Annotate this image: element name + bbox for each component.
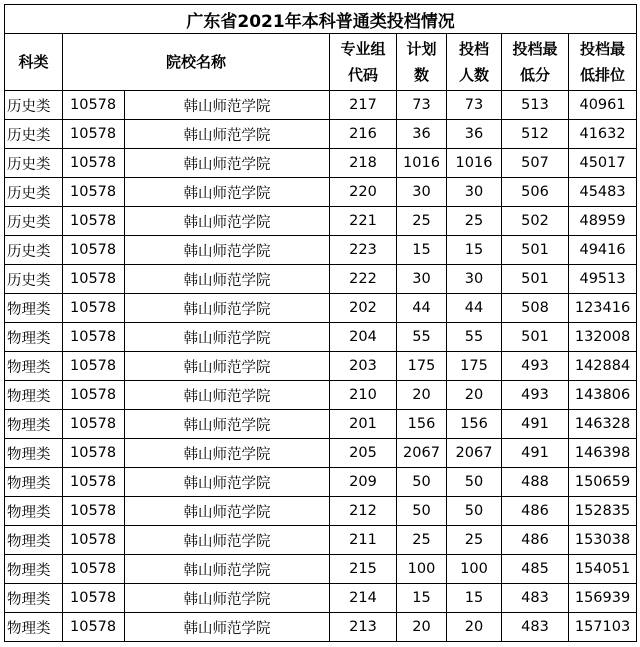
cell-min-score: 486 [502, 526, 569, 555]
cell-school-name: 韩山师范学院 [125, 236, 330, 265]
cell-school-name: 韩山师范学院 [125, 323, 330, 352]
cell-major-group: 209 [330, 468, 397, 497]
cell-school-code: 10578 [63, 352, 125, 381]
cell-school-code: 10578 [63, 294, 125, 323]
cell-school-name: 韩山师范学院 [125, 468, 330, 497]
cell-major-group: 202 [330, 294, 397, 323]
header-major-group-line2: 代码 [347, 66, 378, 84]
header-min-rank-line2: 低排位 [580, 66, 626, 84]
header-plan-line2: 数 [413, 66, 429, 84]
cell-min-rank: 157103 [569, 613, 637, 642]
header-min-score-line1: 投档最 [512, 40, 558, 58]
cell-category: 历史类 [5, 207, 63, 236]
cell-major-group: 211 [330, 526, 397, 555]
table-row [5, 265, 637, 294]
cell-min-score: 501 [502, 265, 569, 294]
cell-min-rank: 154051 [569, 555, 637, 584]
cell-min-rank: 132008 [569, 323, 637, 352]
cell-school-name: 韩山师范学院 [125, 352, 330, 381]
cell-category: 物理类 [5, 323, 63, 352]
cell-school-code: 10578 [63, 178, 125, 207]
cell-min-rank: 146398 [569, 439, 637, 468]
header-plan [397, 34, 447, 91]
admission-table [4, 4, 637, 642]
cell-admitted: 100 [447, 555, 502, 584]
cell-major-group: 218 [330, 149, 397, 178]
cell-major-group: 215 [330, 555, 397, 584]
cell-school-code: 10578 [63, 526, 125, 555]
cell-min-rank: 49416 [569, 236, 637, 265]
table-row [5, 178, 637, 207]
cell-min-score: 512 [502, 120, 569, 149]
cell-school-code: 10578 [63, 468, 125, 497]
cell-category: 历史类 [5, 178, 63, 207]
table-row [5, 497, 637, 526]
cell-min-rank: 142884 [569, 352, 637, 381]
cell-admitted: 55 [447, 323, 502, 352]
table-row [5, 294, 637, 323]
cell-admitted: 73 [447, 91, 502, 120]
cell-school-name: 韩山师范学院 [125, 381, 330, 410]
cell-major-group: 223 [330, 236, 397, 265]
cell-major-group: 222 [330, 265, 397, 294]
table-row [5, 323, 637, 352]
cell-school-code: 10578 [63, 91, 125, 120]
cell-min-rank: 153038 [569, 526, 637, 555]
cell-school-code: 10578 [63, 613, 125, 642]
cell-plan: 2067 [397, 439, 447, 468]
header-min-rank [569, 34, 637, 91]
cell-min-score: 491 [502, 439, 569, 468]
cell-admitted: 20 [447, 613, 502, 642]
cell-major-group: 212 [330, 497, 397, 526]
cell-school-name: 韩山师范学院 [125, 178, 330, 207]
cell-min-rank: 150659 [569, 468, 637, 497]
cell-min-rank: 152835 [569, 497, 637, 526]
cell-school-code: 10578 [63, 497, 125, 526]
cell-min-rank: 45017 [569, 149, 637, 178]
cell-major-group: 213 [330, 613, 397, 642]
cell-school-name: 韩山师范学院 [125, 555, 330, 584]
header-admitted-line2: 人数 [458, 66, 489, 84]
table-row [5, 555, 637, 584]
cell-min-rank: 146328 [569, 410, 637, 439]
cell-category: 物理类 [5, 497, 63, 526]
cell-admitted: 2067 [447, 439, 502, 468]
table-row [5, 352, 637, 381]
header-plan-line1: 计划 [406, 40, 437, 58]
cell-category: 物理类 [5, 410, 63, 439]
cell-category: 历史类 [5, 91, 63, 120]
table-row [5, 439, 637, 468]
cell-category: 物理类 [5, 613, 63, 642]
cell-admitted: 20 [447, 381, 502, 410]
cell-school-code: 10578 [63, 149, 125, 178]
cell-plan: 1016 [397, 149, 447, 178]
cell-school-name: 韩山师范学院 [125, 120, 330, 149]
cell-plan: 20 [397, 381, 447, 410]
cell-plan: 20 [397, 613, 447, 642]
table-row [5, 410, 637, 439]
cell-plan: 25 [397, 207, 447, 236]
cell-category: 历史类 [5, 265, 63, 294]
header-admitted [447, 34, 502, 91]
cell-major-group: 205 [330, 439, 397, 468]
header-school: 院校名称 [63, 34, 330, 91]
table-row [5, 236, 637, 265]
cell-school-code: 10578 [63, 584, 125, 613]
cell-school-code: 10578 [63, 381, 125, 410]
cell-admitted: 25 [447, 207, 502, 236]
cell-admitted: 15 [447, 584, 502, 613]
cell-min-score: 493 [502, 352, 569, 381]
header-major-group-line1: 专业组 [340, 40, 386, 58]
cell-min-score: 485 [502, 555, 569, 584]
cell-school-code: 10578 [63, 555, 125, 584]
cell-category: 物理类 [5, 439, 63, 468]
cell-min-rank: 48959 [569, 207, 637, 236]
cell-school-name: 韩山师范学院 [125, 439, 330, 468]
cell-min-score: 513 [502, 91, 569, 120]
cell-min-score: 508 [502, 294, 569, 323]
cell-school-code: 10578 [63, 265, 125, 294]
cell-school-name: 韩山师范学院 [125, 91, 330, 120]
cell-school-name: 韩山师范学院 [125, 207, 330, 236]
cell-plan: 50 [397, 497, 447, 526]
cell-category: 物理类 [5, 381, 63, 410]
cell-major-group: 216 [330, 120, 397, 149]
cell-school-name: 韩山师范学院 [125, 497, 330, 526]
cell-admitted: 50 [447, 497, 502, 526]
cell-school-name: 韩山师范学院 [125, 584, 330, 613]
cell-plan: 30 [397, 178, 447, 207]
cell-plan: 44 [397, 294, 447, 323]
cell-school-code: 10578 [63, 439, 125, 468]
cell-min-score: 501 [502, 236, 569, 265]
cell-plan: 15 [397, 236, 447, 265]
cell-min-score: 488 [502, 468, 569, 497]
header-admitted-line1: 投档 [458, 40, 489, 58]
cell-school-code: 10578 [63, 207, 125, 236]
cell-min-rank: 143806 [569, 381, 637, 410]
cell-min-rank: 156939 [569, 584, 637, 613]
cell-admitted: 15 [447, 236, 502, 265]
cell-major-group: 220 [330, 178, 397, 207]
cell-school-name: 韩山师范学院 [125, 526, 330, 555]
cell-admitted: 44 [447, 294, 502, 323]
cell-plan: 73 [397, 91, 447, 120]
cell-min-rank: 45483 [569, 178, 637, 207]
cell-min-score: 483 [502, 613, 569, 642]
header-category: 科类 [5, 34, 63, 91]
cell-school-name: 韩山师范学院 [125, 265, 330, 294]
cell-admitted: 175 [447, 352, 502, 381]
cell-min-score: 501 [502, 323, 569, 352]
table-row [5, 91, 637, 120]
table-row [5, 381, 637, 410]
cell-category: 物理类 [5, 584, 63, 613]
cell-admitted: 1016 [447, 149, 502, 178]
cell-plan: 175 [397, 352, 447, 381]
cell-school-name: 韩山师范学院 [125, 613, 330, 642]
table-row [5, 120, 637, 149]
cell-major-group: 210 [330, 381, 397, 410]
cell-min-rank: 40961 [569, 91, 637, 120]
cell-plan: 50 [397, 468, 447, 497]
table-row [5, 468, 637, 497]
cell-admitted: 36 [447, 120, 502, 149]
table-title: 广东省2021年本科普通类投档情况 [5, 5, 637, 34]
cell-school-code: 10578 [63, 236, 125, 265]
cell-plan: 55 [397, 323, 447, 352]
cell-admitted: 156 [447, 410, 502, 439]
header-major-group [330, 34, 397, 91]
cell-min-rank: 49513 [569, 265, 637, 294]
admission-table-container [4, 4, 636, 643]
cell-min-rank: 123416 [569, 294, 637, 323]
cell-major-group: 203 [330, 352, 397, 381]
cell-plan: 36 [397, 120, 447, 149]
table-row [5, 526, 637, 555]
cell-category: 物理类 [5, 352, 63, 381]
table-row [5, 584, 637, 613]
cell-min-score: 491 [502, 410, 569, 439]
cell-school-name: 韩山师范学院 [125, 149, 330, 178]
cell-min-score: 507 [502, 149, 569, 178]
cell-min-score: 506 [502, 178, 569, 207]
cell-plan: 100 [397, 555, 447, 584]
cell-plan: 30 [397, 265, 447, 294]
cell-admitted: 30 [447, 178, 502, 207]
cell-plan: 15 [397, 584, 447, 613]
cell-min-score: 486 [502, 497, 569, 526]
table-row [5, 613, 637, 642]
cell-major-group: 214 [330, 584, 397, 613]
table-row [5, 149, 637, 178]
cell-school-code: 10578 [63, 120, 125, 149]
cell-plan: 25 [397, 526, 447, 555]
cell-major-group: 204 [330, 323, 397, 352]
cell-min-rank: 41632 [569, 120, 637, 149]
cell-school-code: 10578 [63, 410, 125, 439]
cell-major-group: 201 [330, 410, 397, 439]
cell-school-name: 韩山师范学院 [125, 294, 330, 323]
cell-category: 历史类 [5, 120, 63, 149]
table-body [5, 91, 637, 642]
cell-category: 物理类 [5, 468, 63, 497]
header-min-score-line2: 低分 [519, 66, 550, 84]
cell-category: 历史类 [5, 236, 63, 265]
cell-min-score: 483 [502, 584, 569, 613]
cell-admitted: 30 [447, 265, 502, 294]
cell-school-code: 10578 [63, 323, 125, 352]
cell-min-score: 502 [502, 207, 569, 236]
cell-admitted: 25 [447, 526, 502, 555]
header-min-rank-line1: 投档最 [580, 40, 626, 58]
cell-category: 物理类 [5, 294, 63, 323]
header-min-score [502, 34, 569, 91]
cell-school-name: 韩山师范学院 [125, 410, 330, 439]
cell-admitted: 50 [447, 468, 502, 497]
table-row [5, 207, 637, 236]
cell-major-group: 221 [330, 207, 397, 236]
cell-major-group: 217 [330, 91, 397, 120]
cell-category: 物理类 [5, 555, 63, 584]
cell-plan: 156 [397, 410, 447, 439]
cell-category: 历史类 [5, 149, 63, 178]
cell-category: 物理类 [5, 526, 63, 555]
cell-min-score: 493 [502, 381, 569, 410]
